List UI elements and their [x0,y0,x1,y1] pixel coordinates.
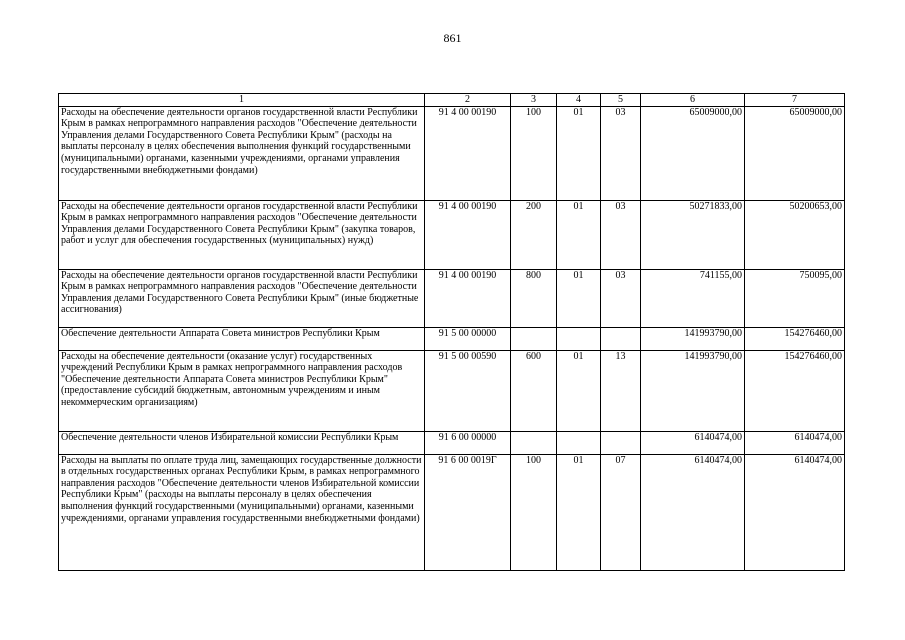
row-subsection: 03 [601,106,641,200]
table-row [59,200,845,269]
row-budget-code: 91 5 00 00000 [425,327,511,350]
row-amount-year-2: 750095,00 [745,269,845,327]
row-description: Расходы на обеспечение деятельности органов государственной власти Республики Крым в рамках непрограммного направления расходов "Обеспечение деятельности Управления делами Государственного Совета Республики Крым" (иные бюджетные ассигнования) [59,269,425,327]
row-budget-code: 91 4 00 00190 [425,106,511,200]
row-expense-type [511,327,557,350]
row-amount-year-1: 6140474,00 [641,431,745,454]
row-amount-year-1: 741155,00 [641,269,745,327]
row-budget-code: 91 5 00 00590 [425,350,511,431]
table-row [59,431,845,454]
row-subsection: 07 [601,454,641,570]
row-expense-type: 800 [511,269,557,327]
row-amount-year-2: 6140474,00 [745,431,845,454]
row-budget-code: 91 4 00 00190 [425,269,511,327]
table-row [59,454,845,570]
row-section [557,431,601,454]
header-col-7: 7 [745,94,845,107]
table-header-row [59,94,845,107]
header-col-5: 5 [601,94,641,107]
header-col-4: 4 [557,94,601,107]
budget-table [58,93,845,571]
table-row [59,106,845,200]
row-description: Обеспечение деятельности Аппарата Совета министров Республики Крым [59,327,425,350]
row-description: Расходы на обеспечение деятельности органов государственной власти Республики Крым в рамках непрограммного направления расходов "Обеспечение деятельности Управления делами Государственного Совета Республики Крым" (расходы на выплаты персоналу в целях обеспечения выполнения функций государственными (муниципальными) органами, казенными учреждениями, органами управления государственными внебюджетными фондами) [59,106,425,200]
row-section: 01 [557,106,601,200]
row-subsection [601,327,641,350]
header-col-2: 2 [425,94,511,107]
row-amount-year-1: 6140474,00 [641,454,745,570]
row-description: Расходы на выплаты по оплате труда лиц, замещающих государственные должности в отдельных государственных органах Республики Крым, в рамках непрограммного направления расходов "Обеспечение деятельности членов Избирательной комиссии Республики Крым" (расходы на выплаты персоналу в целях обеспечения выполнения функций государственными (муниципальными) органами, казенными учреждениями, органами управления государственными внебюджетными фондами) [59,454,425,570]
row-budget-code: 91 4 00 00190 [425,200,511,269]
row-description: Обеспечение деятельности членов Избирательной комиссии Республики Крым [59,431,425,454]
row-expense-type: 200 [511,200,557,269]
table-row [59,327,845,350]
header-col-1: 1 [59,94,425,107]
row-description: Расходы на обеспечение деятельности органов государственной власти Республики Крым в рамках непрограммного направления расходов "Обеспечение деятельности Управления делами Государственного Совета Республики Крым" (закупка товаров, работ и услуг для обеспечения государственных (муниципальных) нужд) [59,200,425,269]
header-col-6: 6 [641,94,745,107]
row-section: 01 [557,454,601,570]
row-amount-year-1: 50271833,00 [641,200,745,269]
row-amount-year-1: 65009000,00 [641,106,745,200]
row-budget-code: 91 6 00 00000 [425,431,511,454]
row-section: 01 [557,350,601,431]
row-amount-year-2: 50200653,00 [745,200,845,269]
row-expense-type: 100 [511,454,557,570]
row-subsection [601,431,641,454]
row-expense-type: 600 [511,350,557,431]
row-amount-year-2: 154276460,00 [745,327,845,350]
row-amount-year-2: 154276460,00 [745,350,845,431]
row-amount-year-2: 65009000,00 [745,106,845,200]
row-amount-year-1: 141993790,00 [641,327,745,350]
row-amount-year-2: 6140474,00 [745,454,845,570]
row-amount-year-1: 141993790,00 [641,350,745,431]
row-section [557,327,601,350]
row-subsection: 03 [601,269,641,327]
row-expense-type: 100 [511,106,557,200]
row-budget-code: 91 6 00 0019Г [425,454,511,570]
row-subsection: 03 [601,200,641,269]
row-section: 01 [557,200,601,269]
row-description: Расходы на обеспечение деятельности (оказание услуг) государственных учреждений Республики Крым в рамках непрограммного направления расходов "Обеспечение деятельности Аппарата Совета министров Республики Крым" (предоставление субсидий бюджетным, автономным учреждениям и иным некоммерческим организациям) [59,350,425,431]
page-number: 861 [443,31,462,45]
row-subsection: 13 [601,350,641,431]
table-row [59,350,845,431]
header-col-3: 3 [511,94,557,107]
row-expense-type [511,431,557,454]
table-row [59,269,845,327]
row-section: 01 [557,269,601,327]
